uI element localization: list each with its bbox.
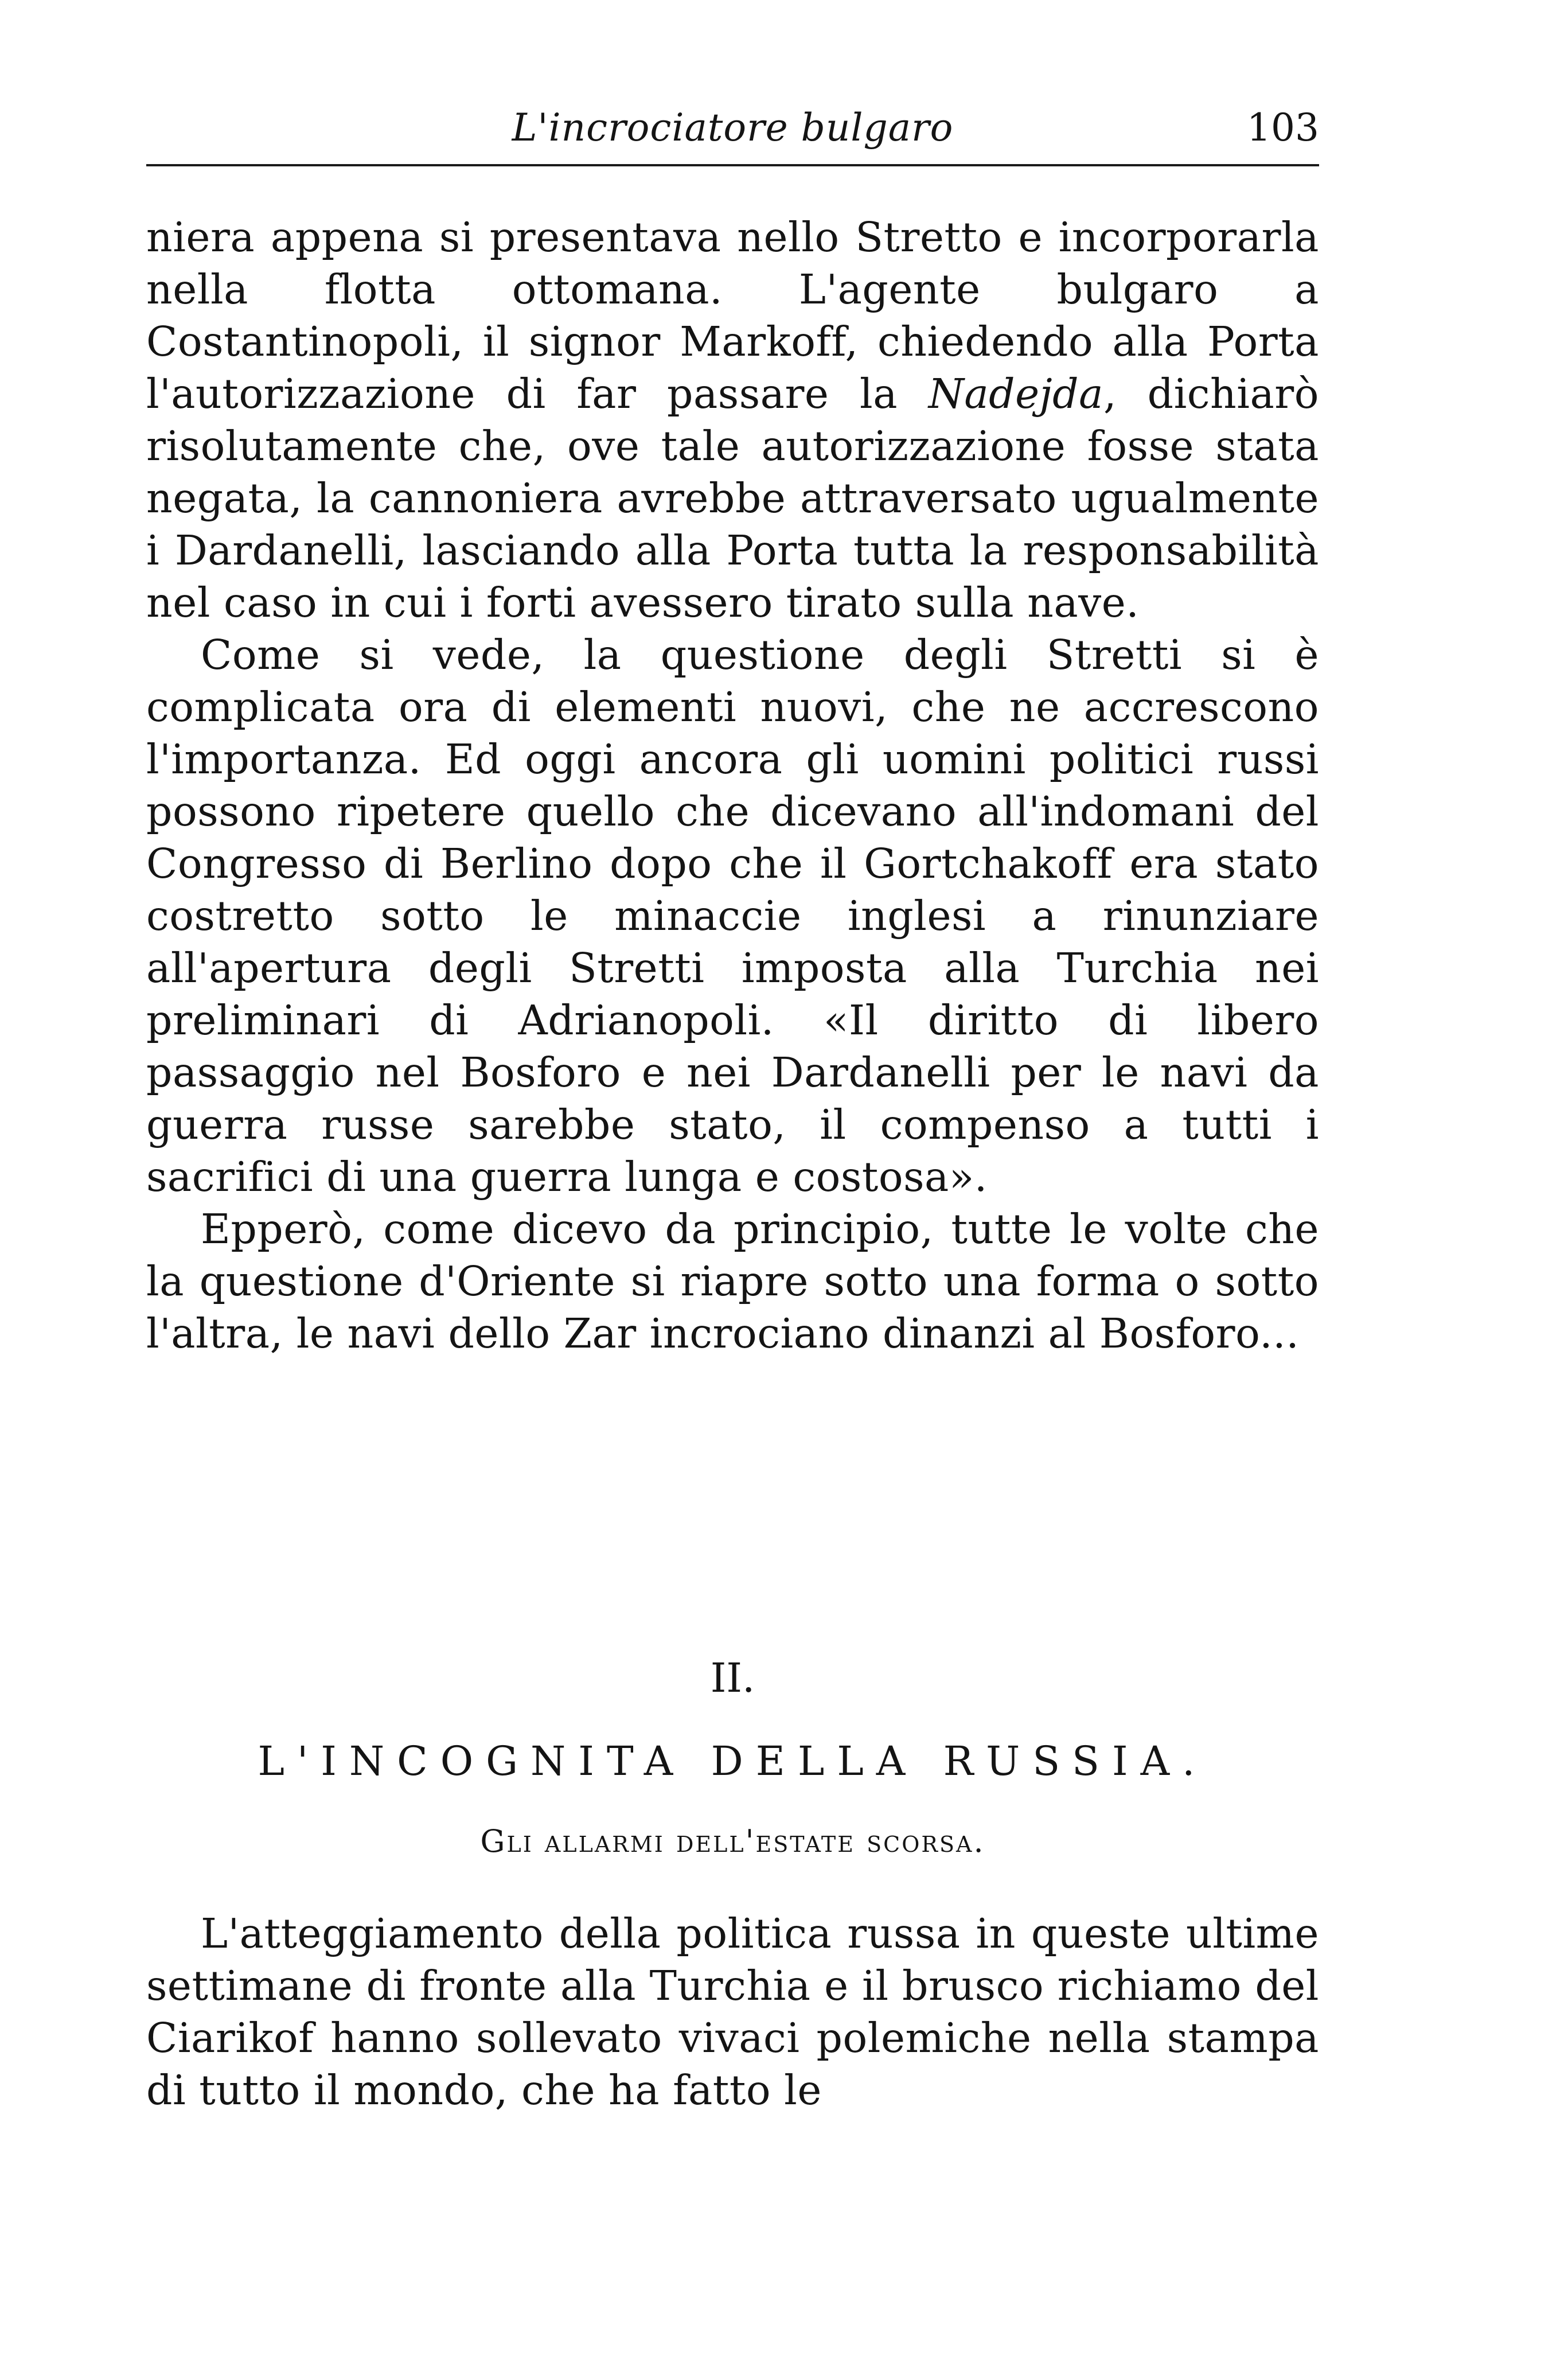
running-head	[146, 98, 1319, 161]
running-title: L'incrociatore bulgaro	[512, 106, 954, 150]
body-text-top	[146, 211, 1319, 1360]
body-text-bottom	[146, 1907, 1319, 2116]
section-title: L'INCOGNITA DELLA RUSSIA.	[258, 1738, 1208, 1785]
paragraph-1-end: , dichiarò risolutamente che, ove tale autorizzazione fosse stata negata, la cannoniera avrebbe attraversato ugualmente i Dardanelli, lasciando alla Porta tutta la responsabilità nel caso in cui i forti avessero tirato sulla nave.	[146, 370, 1319, 626]
ship-name: Nadejda	[928, 370, 1103, 418]
page-number: 103	[1247, 106, 1319, 150]
section-number: II.	[710, 1654, 755, 1702]
paragraph-3: Epperò, come dicevo da principio, tutte le volte che la questione d'Oriente si riapre sotto una forma o sotto l'altra, le navi dello Zar incrociano dinanzi al Bosforo...	[146, 1205, 1319, 1357]
section-subtitle: Gli allarmi dell'estate scorsa.	[480, 1823, 985, 1859]
header-rule	[146, 164, 1319, 166]
paragraph-1	[146, 211, 1319, 629]
paragraph-1-start: niera appena si presentava nello Stretto e incorporarla nella flotta ottomana. L'agente bulgaro a Costantinopoli, il signor Markoff, chiedendo alla Porta l'autorizzazione di far passare la	[146, 213, 1319, 418]
paragraph-2: Come si vede, la questione degli Stretti si è complicata ora di elementi nuovi, che ne accrescono l'importanza. Ed oggi ancora gli uomini politici russi possono ripetere quello che dicevano all'indomani del Congresso di Berlino dopo che il Gortchakoff era stato costretto sotto le minaccie inglesi a rinunziare all'apertura degli Stretti imposta alla Turchia nei preliminari di Adrianopoli. «Il diritto di libero passaggio nel Bosforo e nei Dardanelli per le navi da guerra russe sarebbe stato, il compenso a tutti i sacrifici di una guerra lunga e costosa».	[146, 631, 1319, 1201]
paragraph-4: L'atteggiamento della politica russa in queste ultime settimane di fronte alla Turchia e il brusco richiamo del Ciarikof hanno sollevato vivaci polemiche nella stampa di tutto il mondo, che ha fatto le	[146, 1910, 1319, 2114]
